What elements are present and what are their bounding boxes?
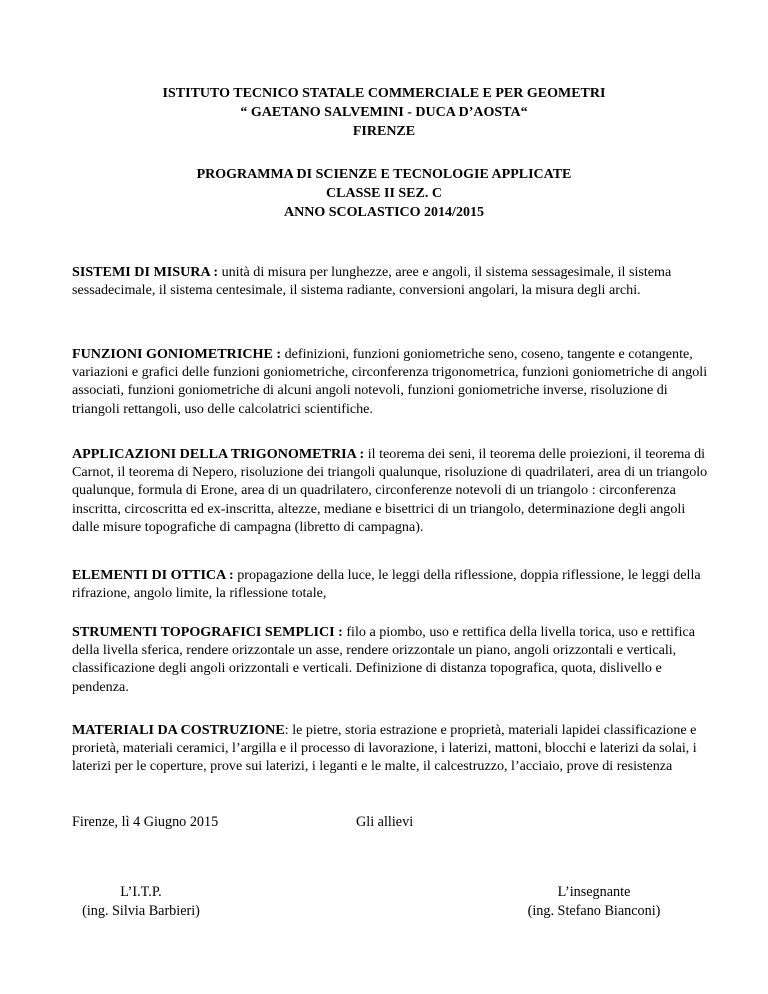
school-header	[0, 84, 768, 141]
students-label: Gli allievi	[356, 814, 414, 830]
section-title: STRUMENTI TOPOGRAFICI SEMPLICI :	[72, 624, 343, 640]
section-funzioni-goniometriche	[72, 345, 712, 418]
teacher-signature-block	[488, 883, 700, 921]
section-title: SISTEMI DI MISURA :	[72, 264, 219, 280]
itp-role: L’I.T.P.	[120, 884, 162, 900]
program-title: PROGRAMMA DI SCIENZE E TECNOLOGIE APPLICATE	[196, 167, 572, 182]
section-text: propagazione della luce, le leggi della riflessione, doppia riflessione, le leggi della rifrazione, angolo limite, la riflessione totale,	[72, 567, 701, 602]
program-class: CLASSE II SEZ. C	[326, 186, 442, 201]
teacher-role: L’insegnante	[557, 884, 631, 900]
section-applicazioni-trigonometria	[72, 445, 712, 536]
section-text: : le pietre, storia estrazione e proprietà, materiali lapidei classificazione e prorietà, materiali ceramici, l’argilla e il processo di lavorazione, i laterizi, mattoni, blocchi e laterizi da solai, i laterizi per le coperture, prove sui laterizi, i leganti e le malte, il calcestruzzo, l’acciaio, prove di resistenza	[72, 722, 697, 775]
itp-name: (ing. Silvia Barbieri)	[82, 903, 200, 919]
program-header	[0, 165, 768, 222]
section-elementi-di-ottica	[72, 566, 712, 602]
program-year: ANNO SCOLASTICO 2014/2015	[284, 205, 484, 220]
school-subtitle: “ GAETANO SALVEMINI - DUCA D’AOSTA“	[240, 105, 528, 120]
section-text: definizioni, funzioni goniometriche seno, coseno, tangente e cotangente, variazioni e grafici delle funzioni goniometriche, circonferenza trigonometrica, funzioni goniometriche di angoli associati, funzioni goniometriche di alcuni angoli notevoli, funzioni goniometriche inverse, risoluzione di triangoli rettangoli, uso delle calcolatrici scientifiche.	[72, 346, 708, 417]
school-name: ISTITUTO TECNICO STATALE COMMERCIALE E PER GEOMETRI	[162, 86, 606, 101]
section-title: FUNZIONI GONIOMETRICHE :	[72, 346, 282, 362]
place-date: Firenze, lì 4 Giugno 2015	[72, 814, 219, 830]
section-text: unità di misura per lunghezze, aree e angoli, il sistema sessagesimale, il sistema sessadecimale, il sistema centesimale, il sistema radiante, conversioni angolari, la misura degli archi.	[72, 264, 672, 299]
itp-signature-block	[64, 883, 218, 921]
section-text: filo a piombo, uso e rettifica della livella torica, uso e rettifica della livella sferica, rendere orizzontale un asse, rendere orizzontale un piano, angoli orizzontali e verticali, classificazione degli angoli orizzontali e verticali. Definizione di distanza topografica, quota, dislivello e pendenza.	[72, 624, 696, 695]
teacher-name: (ing. Stefano Bianconi)	[527, 903, 661, 919]
section-title: MATERIALI DA COSTRUZIONE	[72, 722, 285, 738]
section-title: APPLICAZIONI DELLA TRIGONOMETRIA :	[72, 446, 365, 462]
section-materiali-da-costruzione	[72, 721, 712, 776]
section-text: il teorema dei seni, il teorema delle proiezioni, il teorema di Carnot, il teorema di Nepero, risoluzione dei triangoli qualunque, risoluzione di quadrilateri, area di un triangolo qualunque, formula di Erone, area di un quadrilatero, circonferenze notevoli di un triangolo : circonferenza inscritta, circoscritta ed ex-inscritta, altezze, mediane e bisettrici di un triangolo, determinazione degli angoli dalle misure topografiche di campagna (libretto di campagna).	[72, 446, 708, 535]
school-city: FIRENZE	[352, 124, 416, 139]
section-strumenti-topografici	[72, 623, 712, 696]
section-title: ELEMENTI DI OTTICA :	[72, 567, 234, 583]
section-sistemi-di-misura	[72, 263, 712, 299]
